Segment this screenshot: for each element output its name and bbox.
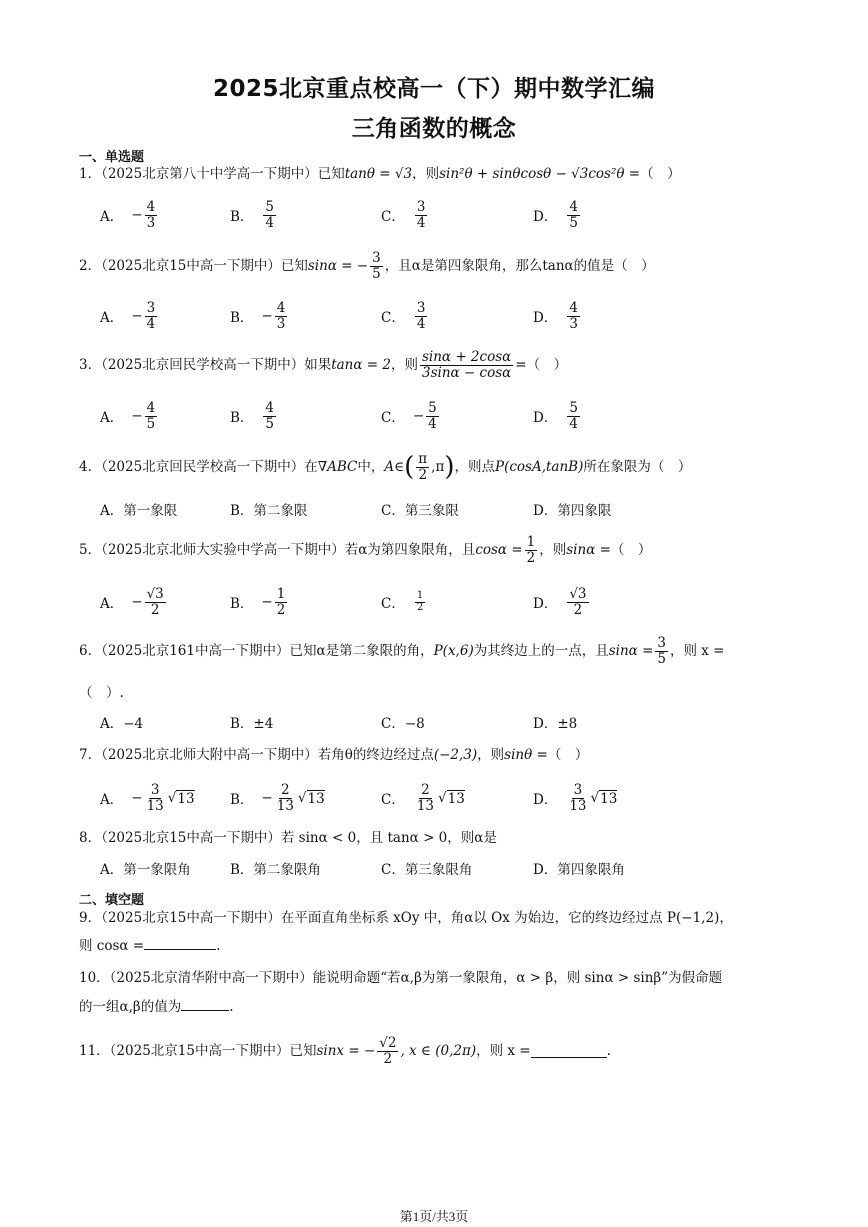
- question-5-option-a[interactable]: A． − $\frac{√3}{2}$: [100, 586, 164, 618]
- question-11-condition: sinx = −: [316, 1043, 376, 1059]
- document-title: 2025北京重点校高一（下）期中数学汇编: [212, 76, 655, 102]
- question-6-end: ，则 x =: [669, 643, 725, 659]
- question-3-condition: tanα = 2: [331, 357, 391, 373]
- question-7-option-a[interactable]: A． − $\frac{3}{13}$ √ 13: [100, 782, 195, 814]
- question-11: 11．（2025北京15中高一下期中）已知 sinx = − $\frac{√2}{2}$ , x ∈ (0,2π) ，则 x = .: [79, 1035, 611, 1067]
- question-7-expression: sinθ =: [504, 747, 548, 763]
- question-4-condition: A∈: [384, 459, 405, 475]
- question-2-condition: sinα = −: [307, 258, 369, 274]
- question-11-fraction: $\frac{√2}{2}$: [379, 1035, 397, 1067]
- question-5-mid: ，则: [539, 542, 567, 558]
- question-4-triangle: ∇ABC: [317, 459, 358, 475]
- page-footer: 第1页/共3页: [399, 1209, 469, 1224]
- question-5-condition: cosα =: [475, 542, 523, 558]
- question-2-prefix: 2．（2025北京15中高一下期中）已知: [79, 258, 308, 274]
- question-10-answer-blank[interactable]: [181, 998, 229, 1011]
- question-2-options: [0, 294, 868, 338]
- question-11-answer-blank[interactable]: [531, 1045, 607, 1058]
- question-6-options: [0, 700, 868, 744]
- question-7: [79, 745, 588, 765]
- question-4-interval-end: ,π: [431, 459, 445, 475]
- question-4-option-d[interactable]: D．第四象限: [533, 503, 612, 519]
- question-1-option-b[interactable]: B． $\frac{5}{4}$: [230, 199, 275, 231]
- question-7-point: (−2,3): [433, 747, 478, 763]
- question-5-fraction: $\frac{1}{2}$: [526, 534, 536, 566]
- question-1-option-a[interactable]: A． − $\frac{4}{3}$: [100, 199, 156, 231]
- question-9: 9．（2025北京15中高一下期中）在平面直角坐标系 xOy 中，角α以 Ox 为始边，它的终边经过点 P(−1,2)，: [79, 910, 733, 926]
- question-4-prefix: 4．（2025北京回民学校高一下期中）在: [79, 459, 318, 475]
- question-1-options: [0, 193, 868, 237]
- question-2-fraction: $\frac{3}{5}$: [372, 250, 381, 282]
- question-8-option-a[interactable]: A．第一象限角: [100, 862, 191, 878]
- question-1-condition: tanθ = √3: [344, 166, 413, 182]
- question-8: 8．（2025北京15中高一下期中）若 sinα < 0，且 tanα > 0，则α是: [79, 830, 497, 846]
- question-5: [79, 532, 651, 568]
- question-3: [79, 346, 567, 384]
- question-6-option-c[interactable]: C．−8: [381, 716, 425, 732]
- question-6-fraction: $\frac{3}{5}$: [657, 635, 666, 667]
- question-7-options: [0, 776, 868, 820]
- question-2-option-c[interactable]: C． $\frac{3}{4}$: [381, 300, 426, 332]
- question-2-option-d[interactable]: D． $\frac{4}{3}$: [533, 300, 578, 332]
- question-3-mid: ，则: [390, 357, 418, 373]
- question-6-option-b[interactable]: B．±4: [230, 716, 274, 732]
- question-11-prefix: 11．（2025北京15中高一下期中）已知: [79, 1043, 317, 1059]
- question-5-option-c[interactable]: C． $\frac{1}{2}$: [381, 590, 424, 613]
- section-heading-fill-in: 二、填空题: [79, 893, 145, 908]
- question-6-condition: sinα =: [608, 643, 654, 659]
- question-8-option-d[interactable]: D．第四象限角: [533, 862, 625, 878]
- question-4-option-a[interactable]: A．第一象限: [100, 503, 178, 519]
- question-6: [79, 632, 725, 670]
- question-3-option-a[interactable]: A． − $\frac{4}{5}$: [100, 400, 156, 432]
- question-4-end: 所在象限为（ ）: [583, 459, 692, 475]
- question-5-option-b[interactable]: B． − $\frac{1}{2}$: [230, 586, 286, 618]
- question-4-fraction: $\frac{\pi}{2}$: [418, 451, 428, 483]
- question-1: [79, 164, 681, 184]
- question-9-answer-blank[interactable]: [144, 937, 216, 950]
- question-6-option-a[interactable]: A．−4: [100, 716, 144, 732]
- question-6-point: P(x,6): [433, 643, 474, 659]
- question-7-option-d[interactable]: D． $\frac{3}{13}$ √ 13: [533, 782, 618, 814]
- question-3-fraction: $\frac{\sin\alpha + 2\cos\alpha}{3\sin\alpha - \cos\alpha}$: [421, 349, 512, 381]
- question-3-prefix: 3．（2025北京回民学校高一下期中）如果: [79, 357, 332, 373]
- question-11-end: ，则 x =: [476, 1043, 531, 1059]
- question-3-options: [0, 394, 868, 438]
- question-2: [79, 248, 655, 284]
- question-4-point: P(cosA,tanB): [495, 459, 584, 475]
- question-1-mid: ，则: [412, 166, 440, 182]
- question-7-end: （ ）: [547, 747, 589, 763]
- question-8-option-c[interactable]: C．第三象限角: [381, 862, 473, 878]
- question-5-option-d[interactable]: D． $\frac{√3}{2}$: [533, 586, 587, 618]
- question-5-expression: sinα =: [566, 542, 611, 558]
- question-7-prefix: 7．（2025北京北师大附中高一下期中）若角θ的终边经过点: [79, 747, 434, 763]
- question-3-option-c[interactable]: C． − $\frac{5}{4}$: [381, 400, 437, 432]
- question-10-line2: 的一组α,β的值为 .: [79, 999, 234, 1015]
- question-1-prefix: 1．（2025北京第八十中学高一下期中）已知: [79, 166, 345, 182]
- question-4-option-b[interactable]: B．第二象限: [230, 503, 308, 519]
- section-heading-single-choice: 一、单选题: [79, 150, 145, 165]
- question-5-options: [0, 580, 868, 624]
- question-1-option-d[interactable]: D． $\frac{4}{5}$: [533, 199, 578, 231]
- question-6-line2: （ ）.: [79, 685, 124, 701]
- question-5-prefix: 5．（2025北京北师大实验中学高一下期中）若α为第四象限角，且: [79, 542, 476, 558]
- question-4: 4．（2025北京回民学校高一下期中）在 ∇ABC 中， A∈ ( $\frac{\pi}{2}$ ,π ) ，则点 P(cosA,tanB) 所在象限为（ ）: [79, 451, 692, 483]
- question-4-options: [0, 487, 868, 531]
- question-8-options: [0, 846, 868, 890]
- question-2-text: ，且α是第四象限角，那么tanα的值是（ ）: [384, 258, 655, 274]
- question-7-mid: ，则: [477, 747, 505, 763]
- question-4-option-c[interactable]: C．第三象限: [381, 503, 459, 519]
- question-11-domain: , x ∈ (0,2π): [400, 1043, 477, 1059]
- question-5-end: （ ）: [610, 542, 652, 558]
- question-2-option-b[interactable]: B． − $\frac{4}{3}$: [230, 300, 286, 332]
- question-2-option-a[interactable]: A． − $\frac{3}{4}$: [100, 300, 156, 332]
- question-3-end: =（ ）: [515, 357, 568, 373]
- question-6-mid: 为其终边上的一点，且: [473, 643, 609, 659]
- question-6-prefix: 6．（2025北京161中高一下期中）已知α是第二象限的角，: [79, 643, 434, 659]
- question-10: 10．（2025北京清华附中高一下期中）能说明命题“若α,β为第一象限角，α > β，则 sinα > sinβ”为假命题: [79, 970, 723, 986]
- question-4-mid2: ，则点: [454, 459, 495, 475]
- question-1-expression: sin²θ + sinθcosθ − √3cos²θ =: [439, 166, 641, 182]
- question-7-option-b[interactable]: B． − $\frac{2}{13}$ √ 13: [230, 782, 325, 814]
- question-7-option-c[interactable]: C． $\frac{2}{13}$ √ 13: [381, 782, 465, 814]
- question-4-mid: 中，: [357, 459, 385, 475]
- question-3-option-b[interactable]: B． $\frac{4}{5}$: [230, 400, 275, 432]
- document-subtitle: 三角函数的概念: [351, 116, 517, 142]
- question-9-line2: 则 cosα = .: [79, 938, 221, 954]
- question-6-option-d[interactable]: D．±8: [533, 716, 578, 732]
- question-3-option-d[interactable]: D． $\frac{5}{4}$: [533, 400, 578, 432]
- question-1-end: （ ）: [640, 166, 681, 182]
- question-1-option-c[interactable]: C． $\frac{3}{4}$: [381, 199, 426, 231]
- question-8-option-b[interactable]: B．第二象限角: [230, 862, 321, 878]
